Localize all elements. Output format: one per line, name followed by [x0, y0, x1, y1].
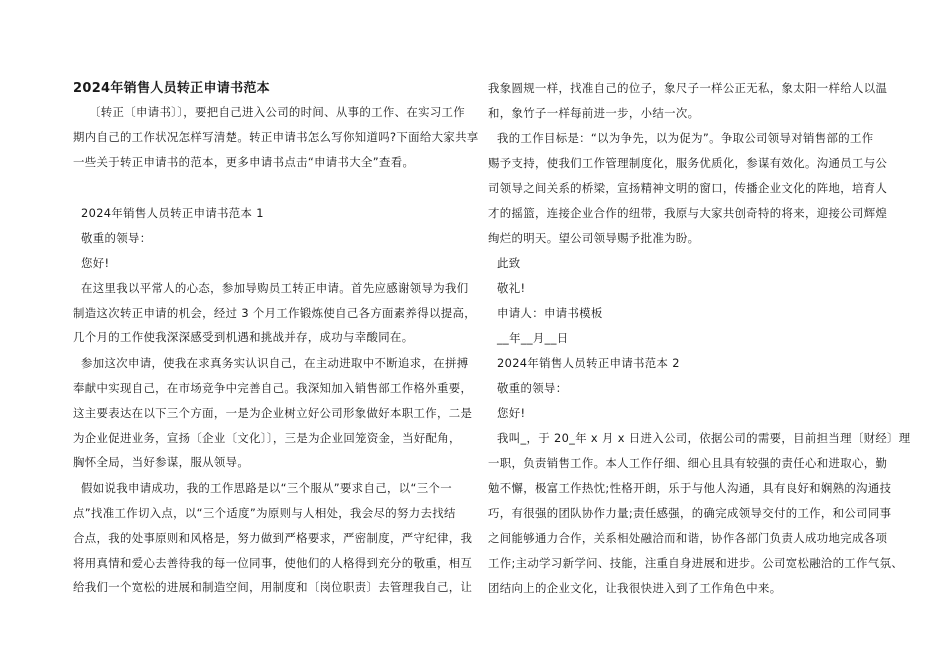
text-line: 和，象竹子一样每前进一步，小结一次。: [488, 106, 700, 120]
section-heading: 2024年销售人员转正申请书范本 1: [81, 206, 264, 220]
text-line: 制造这次转正申请的机会，经过 3 个月工作锻炼使自己各方面素养得以提高，: [73, 306, 476, 320]
date-line: __年__月__日: [497, 331, 569, 345]
closing-line: 敬礼!: [497, 281, 526, 295]
text-line: 工作;主动学习新学问、技能，注重自身进展和进步。公司宽松融洽的工作气氛、: [488, 556, 904, 570]
section-heading: 2024年销售人员转正申请书范本 2: [497, 356, 680, 370]
document-title: 2024年销售人员转正申请书范本: [73, 81, 270, 96]
greeting: 您好!: [497, 406, 526, 420]
text-line: 巧，有很强的团队协作力量;责任感强，的确完成领导交付的工作，和公司同事: [488, 506, 892, 520]
applicant-line: 申请人：申请书模板: [497, 306, 603, 320]
text-line: 一些关于转正申请书的范本，更多申请书点击“申请书大全”查看。: [73, 155, 415, 169]
text-line: 才的摇篮，连接企业合作的纽带，我原与大家共创奇特的将来，迎接公司辉煌: [488, 206, 888, 220]
text-line: 团结向上的企业文化，让我很快进入到了工作角色中来。: [488, 581, 782, 595]
text-line: 我叫_，于 20_年 x 月 x 日进入公司，依据公司的需要，目前担当理〔财经〕理: [497, 431, 911, 445]
text-line: 勉不懈，极富工作热忱;性格开朗，乐于与他人沟通，具有良好和娴熟的沟通技: [488, 481, 892, 495]
text-line: 合点，我的处事原则和风格是，努力做到严格要求，严密制度，严守纪律，我: [73, 531, 473, 545]
text-line: 为企业促进业务，宣扬〔企业〔文化〕〕，三是为企业回笼资金，当好配角，: [73, 431, 461, 445]
closing-line: 此致: [497, 256, 521, 270]
text-line: 将用真情和爱心去善待我的每一位同事，使他们的人格得到充分的敬重，相互: [73, 556, 473, 570]
text-line: 参加这次申请，使我在求真务实认识自己，在主动进取中不断追求，在拼搏: [81, 356, 469, 370]
text-line: 点”找准工作切入点，以“三个适度”为原则与人相处，我会尽的努力去找结: [73, 506, 456, 520]
text-line: 之间能够通力合作，关系相处融洽而和谐，协作各部门负责人成功地完成各项: [488, 531, 888, 545]
text-line: 这主要表达在以下三个方面，一是为企业树立好公司形象做好本职工作，二是: [73, 406, 473, 420]
text-line: 〔转正〔申请书〕〕，要把自己进入公司的时间、从事的工作、在实习工作: [89, 105, 466, 119]
text-line: 几个月的工作使我深深感受到机遇和挑战并存，成功与幸酸同在。: [73, 330, 414, 344]
text-line: 绚烂的明天。望公司领导赐予批准为盼。: [488, 231, 700, 245]
text-line: 给我们一个宽松的进展和制造空间，用制度和〔岗位职责〕去管理我自己，让: [73, 580, 473, 594]
text-line: 胸怀全局，当好参谋，服从领导。: [73, 455, 250, 469]
text-line: 司领导之间关系的桥梁，宣扬精神文明的窗口，传播企业文化的阵地，培育人: [488, 181, 888, 195]
text-line: 我的工作目标是：“以为争先，以为促为”。争取公司领导对销售部的工作: [497, 131, 874, 145]
text-line: 一职，负责销售工作。本人工作仔细、细心且具有较强的责任心和进取心，勤: [488, 456, 888, 470]
text-line: 我象圆规一样，找准自己的位子，象尺子一样公正无私，象太阳一样给人以温: [488, 81, 888, 95]
salutation: 敬重的领导：: [497, 381, 568, 395]
text-line: 奉献中实现自己，在市场竞争中完善自己。我深知加入销售部工作格外重要，: [73, 381, 473, 395]
greeting: 您好!: [81, 256, 110, 270]
salutation: 敬重的领导：: [81, 231, 152, 245]
text-line: 期内自己的工作状况怎样写清楚。转正申请书怎么写你知道吗?下面给大家共享: [73, 130, 479, 144]
text-line: 在这里我以平常人的心态，参加导购员工转正申请。首先应感谢领导为我们: [81, 281, 469, 295]
text-line: 赐予支持，使我们工作管理制度化，服务优质化，参谋有效化。沟通员工与公: [488, 156, 888, 170]
text-line: 假如说我申请成功，我的工作思路是以“三个服从”要求自己，以“三个一: [81, 481, 452, 495]
